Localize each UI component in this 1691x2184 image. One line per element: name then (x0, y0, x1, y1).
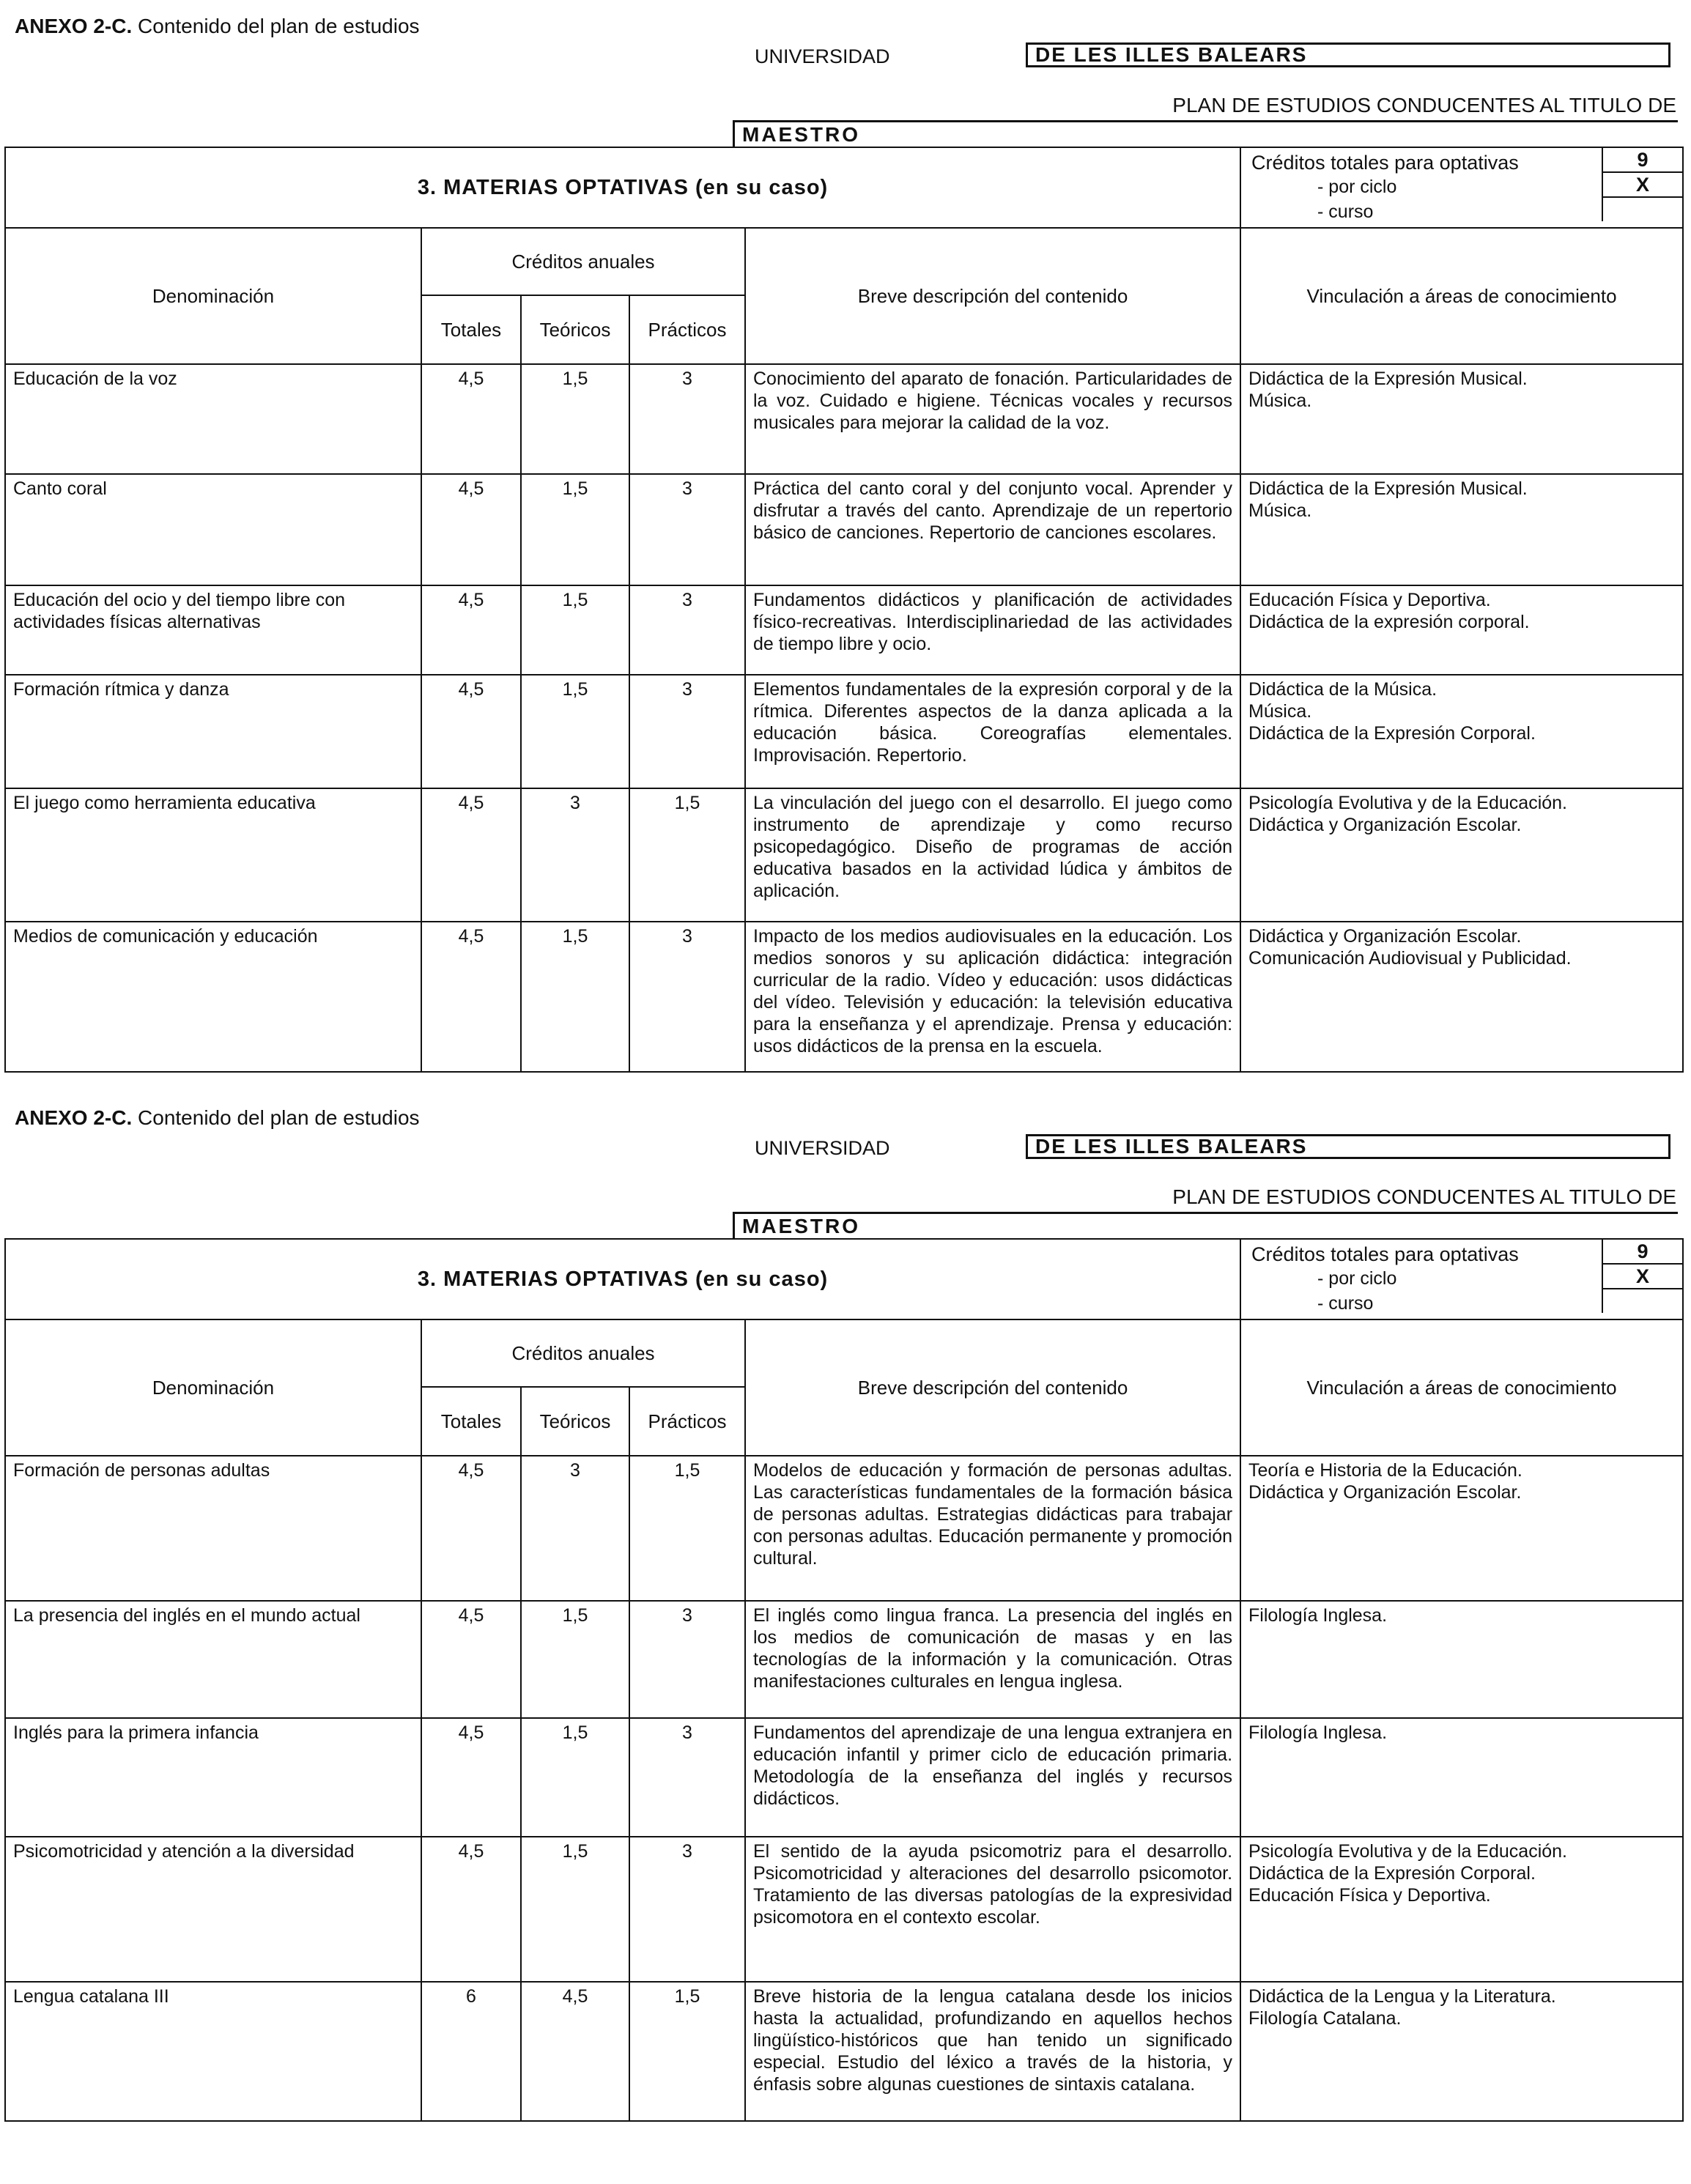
credits-values (1602, 148, 1682, 227)
credits-total-label: Créditos totales para optativas (1251, 1243, 1519, 1265)
credits-teoricos: 1,5 (521, 1718, 629, 1837)
knowledge-area: Comunicación Audiovisual y Publicidad. (1248, 948, 1572, 969)
annex-heading (15, 15, 420, 38)
credits-totales: 6 (421, 1982, 521, 2121)
table-row (5, 675, 1683, 788)
credits-values (1602, 1240, 1682, 1319)
knowledge-area: Didáctica de la Expresión Musical. (1248, 369, 1528, 389)
subject-name: Formación rítmica y danza (5, 675, 421, 788)
credits-totales: 4,5 (421, 1718, 521, 1837)
knowledge-area: Educación Física y Deportiva. (1248, 590, 1491, 610)
table-row (5, 1982, 1683, 2121)
subjects-table (4, 147, 1684, 1073)
degree-box: MAESTRO (733, 120, 1678, 147)
knowledge-areas (1240, 1601, 1683, 1718)
knowledge-area: Psicología Evolutiva y de la Educación. (1248, 793, 1568, 813)
table-row (5, 585, 1683, 675)
credits-curso-label: - curso (1317, 1293, 1374, 1314)
col-header-descripcion: Breve descripción del contenido (745, 228, 1240, 364)
credits-practicos: 3 (629, 1837, 745, 1982)
credits-practicos: 3 (629, 474, 745, 585)
credits-practicos: 1,5 (629, 788, 745, 922)
knowledge-area: Didáctica y Organización Escolar. (1248, 1482, 1522, 1503)
subject-name: La presencia del inglés en el mundo actual (5, 1601, 421, 1718)
col-header-practicos: Prácticos (629, 1387, 745, 1456)
credits-practicos: 3 (629, 364, 745, 474)
table-row (5, 788, 1683, 922)
credits-teoricos: 4,5 (521, 1982, 629, 2121)
knowledge-areas (1240, 364, 1683, 474)
credits-teoricos: 3 (521, 1456, 629, 1601)
col-header-denominacion: Denominación (5, 1319, 421, 1456)
credits-teoricos: 1,5 (521, 585, 629, 675)
annex-subtitle: Contenido del plan de estudios (132, 1106, 420, 1129)
subject-name: Educación del ocio y del tiempo libre con actividades físicas alternativas (5, 585, 421, 675)
subject-name: Inglés para la primera infancia (5, 1718, 421, 1837)
credits-totales: 4,5 (421, 1456, 521, 1601)
col-header-totales: Totales (421, 295, 521, 364)
credits-practicos: 1,5 (629, 1456, 745, 1601)
col-header-vinculacion: Vinculación a áreas de conocimiento (1240, 228, 1683, 364)
knowledge-areas (1240, 585, 1683, 675)
credits-teoricos: 1,5 (521, 922, 629, 1072)
university-label: UNIVERSIDAD (755, 45, 890, 67)
credits-labels (1241, 1240, 1602, 1319)
document-page (0, 1092, 1691, 2183)
subject-description: Fundamentos didácticos y planificación de actividades físico-recreativas. Interdisciplinariedad de las actividades de tiempo libre y ocio. (745, 585, 1240, 675)
subject-description: Práctica del canto coral y del conjunto vocal. Aprender y disfrutar a través del canto. Aprendizaje de un repertorio básico de canciones. Repertorio de canciones escolares. (745, 474, 1240, 585)
knowledge-area: Didáctica y Organización Escolar. (1248, 926, 1522, 947)
credits-teoricos: 1,5 (521, 1837, 629, 1982)
knowledge-areas (1240, 1837, 1683, 1982)
table-row (5, 922, 1683, 1072)
credits-ciclo-value: X (1602, 173, 1682, 198)
credits-curso-label: - curso (1317, 201, 1374, 222)
col-header-denominacion: Denominación (5, 228, 421, 364)
knowledge-areas (1240, 1456, 1683, 1601)
credits-labels (1241, 148, 1602, 227)
subjects-table (4, 1238, 1684, 2122)
knowledge-area: Filología Inglesa. (1248, 1605, 1388, 1626)
table-row (5, 1456, 1683, 1601)
credits-total-value: 9 (1602, 1240, 1682, 1265)
credits-practicos: 3 (629, 585, 745, 675)
section-title: 3. MATERIAS OPTATIVAS (en su caso) (5, 1239, 1240, 1319)
knowledge-areas (1240, 474, 1683, 585)
knowledge-area: Psicología Evolutiva y de la Educación. (1248, 1841, 1568, 1862)
credits-totales: 4,5 (421, 1601, 521, 1718)
subject-name: Canto coral (5, 474, 421, 585)
degree-box: MAESTRO (733, 1212, 1678, 1238)
annex-label: ANEXO 2-C. (15, 1106, 133, 1129)
knowledge-area: Didáctica de la Expresión Corporal. (1248, 1863, 1536, 1884)
knowledge-area: Teoría e Historia de la Educación. (1248, 1460, 1522, 1481)
knowledge-area: Música. (1248, 701, 1312, 722)
credits-ciclo-value: X (1602, 1265, 1682, 1289)
credits-totales: 4,5 (421, 922, 521, 1072)
knowledge-areas (1240, 1982, 1683, 2121)
credits-totales: 4,5 (421, 585, 521, 675)
credits-curso-value (1602, 198, 1682, 221)
optional-credits-box (1240, 147, 1683, 228)
knowledge-areas (1240, 922, 1683, 1072)
subject-name: Lengua catalana III (5, 1982, 421, 2121)
col-header-vinculacion: Vinculación a áreas de conocimiento (1240, 1319, 1683, 1456)
credits-ciclo-label: - por ciclo (1317, 1268, 1397, 1289)
subject-description: Conocimiento del aparato de fonación. Particularidades de la voz. Cuidado e higiene. Técnicas vocales y recursos musicales para mejorar la calidad de la voz. (745, 364, 1240, 474)
subject-description: La vinculación del juego con el desarrollo. El juego como instrumento de aprendizaje y como recurso psicopedagógico. Diseño de programas de acción educativa basados en la actividad lúdica y ámbitos de aplicación. (745, 788, 1240, 922)
credits-practicos: 3 (629, 675, 745, 788)
knowledge-area: Didáctica de la Expresión Musical. (1248, 478, 1528, 499)
annex-subtitle: Contenido del plan de estudios (132, 15, 420, 37)
knowledge-area: Educación Física y Deportiva. (1248, 1885, 1491, 1906)
credits-teoricos: 3 (521, 788, 629, 922)
knowledge-area: Didáctica de la Expresión Corporal. (1248, 723, 1536, 744)
knowledge-area: Música. (1248, 500, 1312, 521)
table-row (5, 1601, 1683, 1718)
credits-practicos: 3 (629, 1718, 745, 1837)
credits-teoricos: 1,5 (521, 474, 629, 585)
subject-description: Impacto de los medios audiovisuales en la educación. Los medios sonoros y su aplicación didáctica: integración curricular de la radio. Vídeo y educación: usos didácticas del vídeo. Televisión y educación: la televisión educativa para la enseñanza y el aprendizaje. Prensa y educación: usos didácticos de la prensa en la escuela. (745, 922, 1240, 1072)
knowledge-areas (1240, 1718, 1683, 1837)
knowledge-area: Didáctica y Organización Escolar. (1248, 815, 1522, 835)
credits-curso-value (1602, 1289, 1682, 1313)
credits-totales: 4,5 (421, 364, 521, 474)
col-header-practicos: Prácticos (629, 295, 745, 364)
subject-name: Psicomotricidad y atención a la diversidad (5, 1837, 421, 1982)
university-name-box: DE LES ILLES BALEARS (1026, 1134, 1670, 1159)
knowledge-areas (1240, 788, 1683, 922)
credits-teoricos: 1,5 (521, 364, 629, 474)
credits-teoricos: 1,5 (521, 675, 629, 788)
subject-name: Medios de comunicación y educación (5, 922, 421, 1072)
annex-heading (15, 1106, 420, 1130)
subject-name: El juego como herramienta educativa (5, 788, 421, 922)
col-header-descripcion: Breve descripción del contenido (745, 1319, 1240, 1456)
university-label: UNIVERSIDAD (755, 1137, 890, 1159)
credits-totales: 4,5 (421, 474, 521, 585)
plan-title: PLAN DE ESTUDIOS CONDUCENTES AL TITULO DE (1172, 94, 1676, 116)
credits-teoricos: 1,5 (521, 1601, 629, 1718)
knowledge-area: Didáctica de la Música. (1248, 679, 1437, 700)
credits-total-label: Créditos totales para optativas (1251, 152, 1519, 174)
credits-practicos: 1,5 (629, 1982, 745, 2121)
knowledge-area: Didáctica de la expresión corporal. (1248, 612, 1530, 632)
col-header-teoricos: Teóricos (521, 295, 629, 364)
knowledge-area: Filología Catalana. (1248, 2008, 1402, 2029)
subject-description: Breve historia de la lengua catalana desde los inicios hasta la actualidad, profundizando en aquellos hechos lingüístico-históricos que han tenido un significado especial. Estudio del léxico a través de la historia, y énfasis sobre algunas cuestiones de sintaxis catalana. (745, 1982, 1240, 2121)
university-name-box: DE LES ILLES BALEARS (1026, 42, 1670, 67)
subject-description: El sentido de la ayuda psicomotriz para el desarrollo. Psicomotricidad y alteraciones del desarrollo psicomotor. Tratamiento de las diversas patologías de la expresividad psicomotora en el contexto escolar. (745, 1837, 1240, 1982)
credits-practicos: 3 (629, 922, 745, 1072)
col-header-teoricos: Teóricos (521, 1387, 629, 1456)
knowledge-area: Música. (1248, 390, 1312, 411)
subject-description: Modelos de educación y formación de personas adultas. Las características fundamentales de la formación básica de personas adultas. Estrategias didácticas para trabajar con personas adultas. Educación permanente y promoción cultural. (745, 1456, 1240, 1601)
subject-description: Fundamentos del aprendizaje de una lengua extranjera en educación infantil y primer ciclo de educación primaria. Metodología de la enseñanza del inglés y recursos didácticos. (745, 1718, 1240, 1837)
subject-description: Elementos fundamentales de la expresión corporal y de la rítmica. Diferentes aspectos de la danza aplicada a la educación básica. Coreografías elementales. Improvisación. Repertorio. (745, 675, 1240, 788)
credits-total-value: 9 (1602, 148, 1682, 173)
credits-inner (1241, 1240, 1682, 1319)
col-header-totales: Totales (421, 1387, 521, 1456)
credits-practicos: 3 (629, 1601, 745, 1718)
table-row (5, 1718, 1683, 1837)
annex-label: ANEXO 2-C. (15, 15, 133, 37)
optional-credits-box (1240, 1239, 1683, 1319)
subject-description: El inglés como lingua franca. La presencia del inglés en los medios de comunicación de masas y en las tecnologías de la información y la comunicación. Otras manifestaciones culturales en lengua inglesa. (745, 1601, 1240, 1718)
col-header-creditos: Créditos anuales (421, 1319, 745, 1387)
section-title: 3. MATERIAS OPTATIVAS (en su caso) (5, 147, 1240, 228)
subject-name: Formación de personas adultas (5, 1456, 421, 1601)
knowledge-area: Filología Inglesa. (1248, 1722, 1388, 1743)
credits-totales: 4,5 (421, 788, 521, 922)
credits-totales: 4,5 (421, 1837, 521, 1982)
credits-ciclo-label: - por ciclo (1317, 177, 1397, 197)
subject-name: Educación de la voz (5, 364, 421, 474)
credits-totales: 4,5 (421, 675, 521, 788)
table-row (5, 474, 1683, 585)
table-row (5, 1837, 1683, 1982)
col-header-creditos: Créditos anuales (421, 228, 745, 295)
plan-title: PLAN DE ESTUDIOS CONDUCENTES AL TITULO DE (1172, 1185, 1676, 1208)
knowledge-area: Didáctica de la Lengua y la Literatura. (1248, 1986, 1556, 2007)
credits-inner (1241, 148, 1682, 227)
table-row (5, 364, 1683, 474)
knowledge-areas (1240, 675, 1683, 788)
